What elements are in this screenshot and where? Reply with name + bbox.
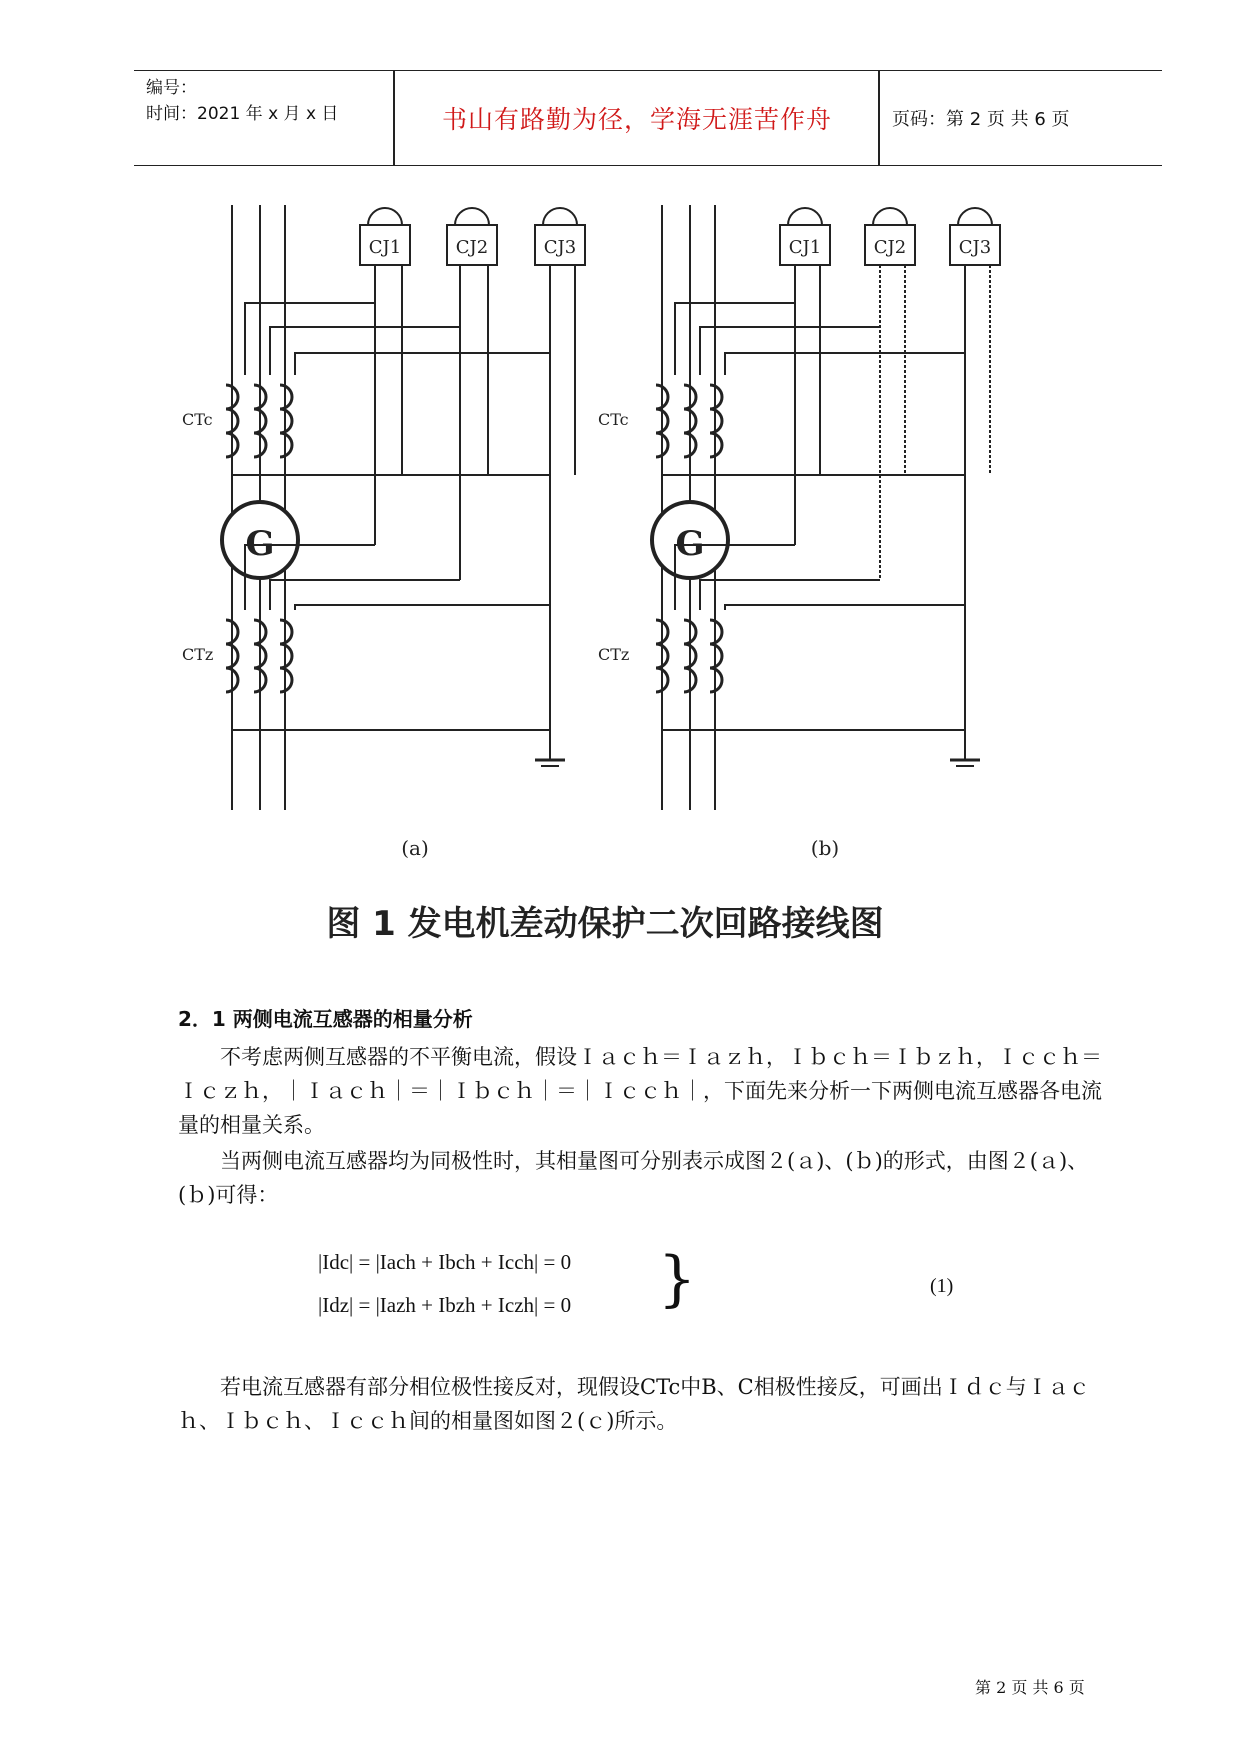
diagram-a	[222, 205, 585, 810]
equation-line-2: |Idz| = |Iazh + Ibzh + Iczh| = 0	[318, 1293, 572, 1317]
paragraph: 当两侧电流互感器均为同极性时，其相量图可分别表示成图２(ａ)、(ｂ)的形式，由图２(ａ)、(ｂ)可得：	[178, 1149, 1089, 1207]
subfigure-b-label: (b)	[810, 836, 840, 860]
relay-label-b3: CJ3	[958, 237, 992, 258]
header-motto: 书山有路勤为径，学海无涯苦作舟	[441, 105, 832, 134]
equation-line-1: |Idc| = |Iach + Ibch + Icch| = 0	[318, 1250, 572, 1274]
ct-bottom-label-b: CTz	[598, 645, 630, 664]
relay-label-b2: CJ2	[873, 237, 907, 258]
paragraph: 若电流互感器有部分相位极性接反对，现假设CTc中B、C相极性接反，可画出Ｉｄｃ与Ｉａｃｈ、Ｉｂｃｈ、Ｉｃｃｈ间的相量图如图２(ｃ)所示。	[178, 1375, 1090, 1433]
figure-caption: 图 1 发电机差动保护二次回路接线图	[326, 904, 884, 944]
relay-label-a3: CJ3	[543, 237, 577, 258]
paragraph: 不考虑两侧互感器的不平衡电流，假设Ｉａｃｈ＝Ｉａｚｈ，Ｉｂｃｈ＝Ｉｂｚｈ，Ｉｃｃｈ＝Ｉｃｚｈ，｜Ｉａｃｈ｜＝｜Ｉｂｃｈ｜＝｜Ｉｃｃｈ｜，下面先来分析一下两侧电流互感器各电流量的相量关系。	[178, 1045, 1102, 1137]
wiring-diagram-figure	[182, 185, 1020, 985]
relay-label-b1: CJ1	[788, 237, 822, 258]
generator-label-a: G	[245, 524, 275, 564]
equation-number: (1)	[930, 1275, 954, 1297]
diagram-b	[652, 205, 1000, 810]
equation-block	[318, 1245, 1108, 1335]
relay-label-a2: CJ2	[455, 237, 489, 258]
doc-number-label: 编号：	[146, 78, 197, 98]
ct-bottom-label-a: CTz	[182, 645, 214, 664]
subfigure-a-label: (a)	[401, 836, 429, 860]
page-header	[134, 70, 1162, 166]
header-divider	[393, 71, 395, 165]
generator-label-b: G	[675, 524, 705, 564]
header-page-label: 页码：第 2 页 共 6 页	[892, 109, 1070, 130]
header-meta	[146, 75, 338, 127]
header-divider	[878, 71, 880, 165]
section-title: 2．1 两侧电流互感器的相量分析	[178, 1007, 473, 1031]
brace-symbol: }	[658, 1244, 697, 1314]
page-footer: 第 2 页 共 6 页	[975, 1678, 1085, 1697]
ct-top-label-b: CTc	[598, 410, 629, 429]
ct-top-label-a: CTc	[182, 410, 213, 429]
relay-label-a1: CJ1	[368, 237, 402, 258]
doc-time-label: 时间：2021 年 x 月 x 日	[146, 104, 339, 124]
